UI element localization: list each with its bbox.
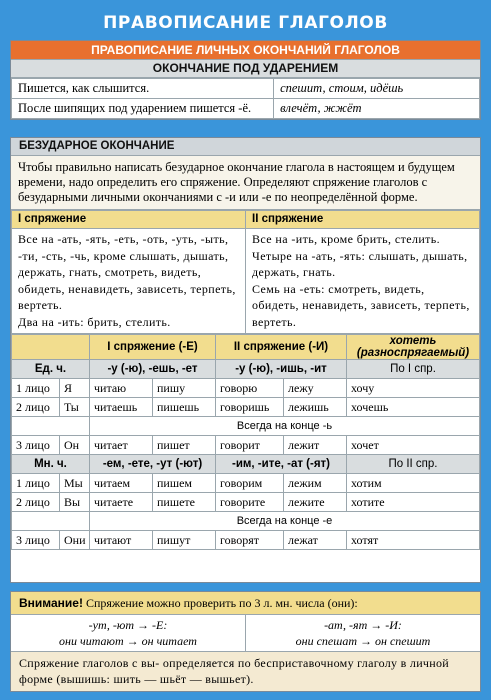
stressed-table <box>11 78 480 119</box>
col2-title: II спряжение <box>246 211 479 229</box>
table-row <box>12 79 480 99</box>
col1-text: Все на -ать, -ять, -еть, -оть, -уть, -ыть, -ти, -сть, -чь, кроме слышать, дышать, держать, гнать, смотреть, видеть, обидеть, ненавидеть, зависеть, терпеть, вертеть. Два на -ить: брить, стелить. <box>18 232 236 329</box>
table-row: 1 лицо Мы читаем пишем говорим лежим хотим <box>12 474 480 493</box>
attention-left: -ут, -ют → -Е: они читают → он читает <box>59 618 197 648</box>
attention-footnote: Спряжение глаголов с вы- определяется по бесприставочному глаголу в личной форме (вышишь: шить — шьёт — вышьет). <box>19 656 449 686</box>
intro-text: Чтобы правильно написать безударное окончание глагола в настоящем и будущем времени, надо определить его спряжение. Определяют спряжение глаголов с безударными личными окончаниями с -и или -е по неопределённой форме. <box>11 156 480 210</box>
page-title: ПРАВОПИСАНИЕ ГЛАГОЛОВ <box>103 13 388 33</box>
table-row: 3 лицо Он читает пишет говорит лежит хочет <box>12 436 480 455</box>
col1-title: I спряжение <box>12 211 245 229</box>
table-row <box>12 99 480 119</box>
example-cell: спешит, стоим, идёшь <box>274 79 480 99</box>
table-row: 3 лицо Они читают пишут говорят лежат хотят <box>12 531 480 550</box>
attention-examples <box>11 615 480 652</box>
subsection-header: ОКОНЧАНИЕ ПОД УДАРЕНИЕМ <box>11 59 480 78</box>
table-row: 2 лицо Ты читаешь пишешь говоришь лежишь хочешь <box>12 398 480 417</box>
col2-text: Все на -ить, кроме брить, стелить. Четыре на -ать, -ять: слышать, дышать, держать, гнать. Семь на -еть: смотреть, видеть, обидеть, ненавидеть, зависеть, терпеть, вертеть. <box>252 232 470 329</box>
section-header: БЕЗУДАРНОЕ ОКОНЧАНИЕ <box>11 138 480 156</box>
example-cell: влечёт, жжёт <box>274 99 480 119</box>
section-header: ПРАВОПИСАНИЕ ЛИЧНЫХ ОКОНЧАНИЙ ГЛАГОЛОВ <box>11 41 480 59</box>
head-conj2: II спряжение (-И) <box>216 335 347 360</box>
note-row: Всегда на конце -ь <box>12 417 480 436</box>
conjugation-rules <box>11 210 480 334</box>
table-row: 2 лицо Вы читаете пишете говорите лежите хотите <box>12 493 480 512</box>
table-header <box>12 335 480 360</box>
plural-endings-row: Мн. ч. -ем, -ете, -ут (-ют) -им, -ите, -ат (-ят) По II спр. <box>12 455 480 474</box>
stressed-endings-panel <box>10 40 481 120</box>
rule-cell: Пишется, как слышится. <box>12 79 274 99</box>
attention-header: Внимание! Спряжение можно проверить по 3 л. мн. числа (они): <box>11 592 480 615</box>
attention-right: -ат, -ят → -И: они спешат → он спешит <box>245 615 480 651</box>
table-row: 1 лицо Я читаю пишу говорю лежу хочу <box>12 379 480 398</box>
rule-cell: После шипящих под ударением пишется -ё. <box>12 99 274 119</box>
singular-endings-row: Ед. ч. -у (-ю), -ешь, -ет -у (-ю), -ишь, -ит По I спр. <box>12 360 480 379</box>
note-row: Всегда на конце -е <box>12 512 480 531</box>
conjugation-table <box>11 334 480 550</box>
unstressed-endings-panel <box>10 137 481 583</box>
head-conj1: I спряжение (-Е) <box>90 335 216 360</box>
head-hotet: хотеть (разноспрягаемый) <box>347 335 480 360</box>
attention-box <box>10 591 481 692</box>
